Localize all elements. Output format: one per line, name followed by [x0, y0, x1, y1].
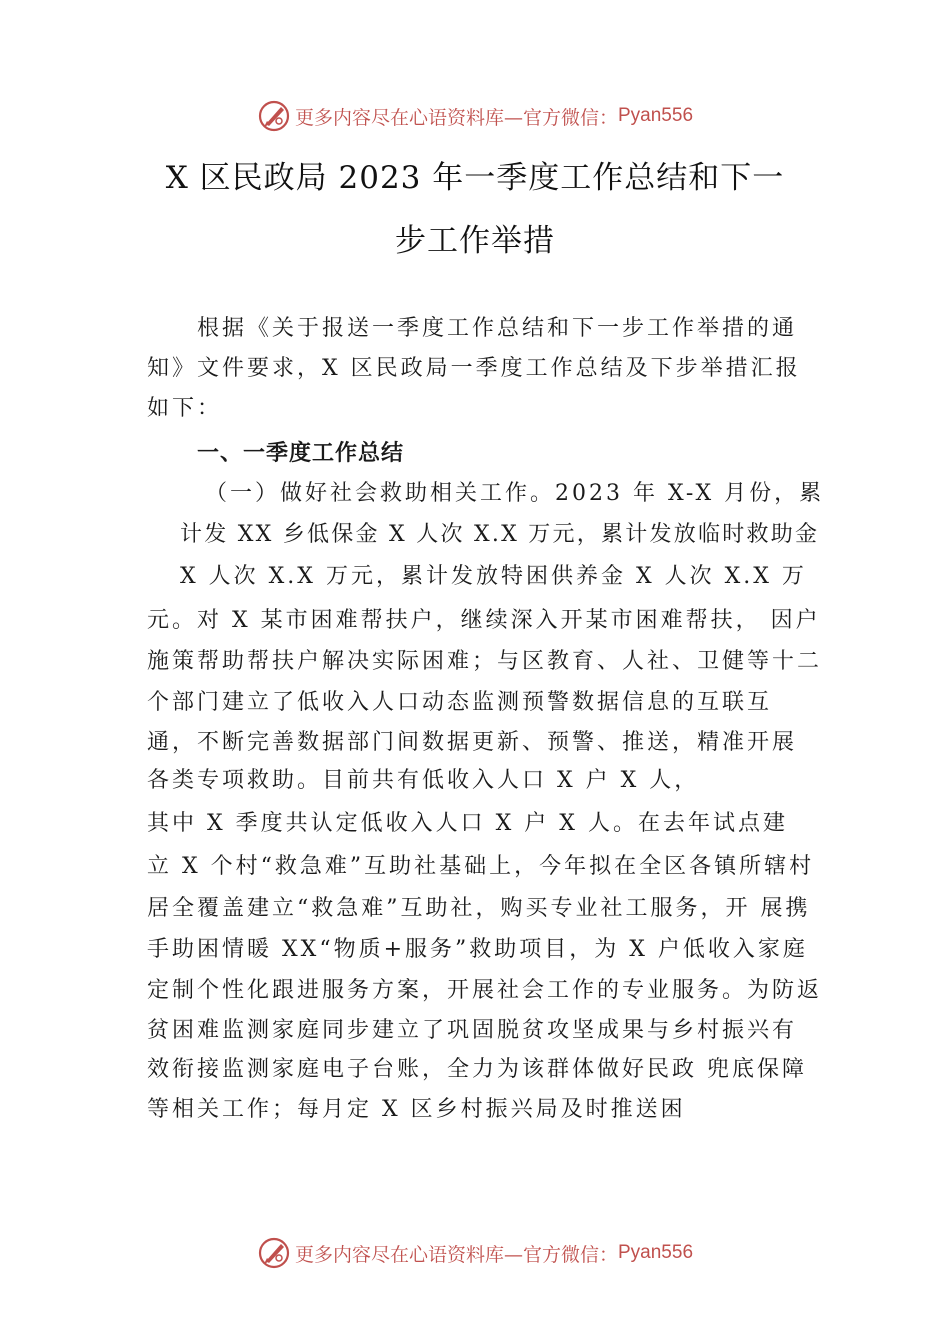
pen-circle-logo-icon [257, 1236, 291, 1270]
watermark-banner-top [0, 96, 950, 136]
para1-line-12: 手助困情暖 XX“物质+服务”救助项目，为 X 户低收入家庭 [147, 937, 808, 962]
para1-line-15: 效衔接监测家庭电子台账，全力为该群体做好民政 兜底保障 [147, 1057, 807, 1082]
para1-line-11: 居全覆盖建立“救急难”互助社，购买专业社工服务，开 展携 [147, 896, 811, 921]
intro-line-1: 根据《关于报送一季度工作总结和下一步工作举措的通 [197, 316, 798, 341]
para1-line-13: 定制个性化跟进服务方案，开展社会工作的专业服务。为防返 [147, 978, 823, 1003]
watermark-text: 更多内容尽在心语资料库—官方微信： [294, 106, 618, 129]
pen-circle-logo-icon [257, 99, 291, 133]
section-heading: 一、一季度工作总结 [197, 441, 405, 466]
document-title-line-2: 步工作举措 [395, 223, 555, 259]
para1-line-3: X 人次 X.X 万元，累计发放特困供养金 X 人次 X.X 万 [180, 564, 807, 589]
document-title-line-1: X 区民政局 2023 年一季度工作总结和下一 [165, 160, 785, 196]
intro-line-3: 如下： [147, 396, 223, 421]
para1-line-9: 其中 X 季度共认定低收入人口 X 户 X 人。在去年试点建 [147, 811, 788, 836]
para1-line-10: 立 X 个村“救急难”互助社基础上，今年拟在全区各镇所辖村 [147, 854, 815, 879]
para1-line-1: （一）做好社会救助相关工作。2023 年 X-X 月份，累 [205, 481, 825, 506]
para1-line-4: 元。对 X 某市困难帮扶户，继续深入开某市困难帮扶， 因户 [147, 608, 821, 633]
watermark-text: 更多内容尽在心语资料库—官方微信： [294, 1243, 618, 1266]
para1-line-6: 个部门建立了低收入人口动态监测预警数据信息的互联互 [147, 690, 773, 715]
para1-line-5: 施策帮助帮扶户解决实际困难；与区教育、人社、卫健等十二 [147, 649, 823, 674]
para1-line-16: 等相关工作；每月定 X 区乡村振兴局及时推送困 [147, 1097, 686, 1122]
intro-line-2: 知》文件要求，X 区民政局一季度工作总结及下步举措汇报 [147, 356, 801, 381]
para1-line-14: 贫困难监测家庭同步建立了巩固脱贫攻坚成果与乡村振兴有 [147, 1018, 798, 1043]
para1-line-2: 计发 XX 乡低保金 X 人次 X.X 万元，累计发放临时救助金 [180, 522, 820, 547]
watermark-wechat-id: Pyan556 [618, 1242, 694, 1263]
para1-line-7: 通，不断完善数据部门间数据更新、预警、推送，精准开展 [147, 730, 798, 755]
watermark-wechat-id: Pyan556 [618, 105, 694, 126]
para1-line-8: 各类专项救助。目前共有低收入人口 X 户 X 人， [147, 768, 700, 793]
watermark-banner-bottom [0, 1233, 950, 1273]
